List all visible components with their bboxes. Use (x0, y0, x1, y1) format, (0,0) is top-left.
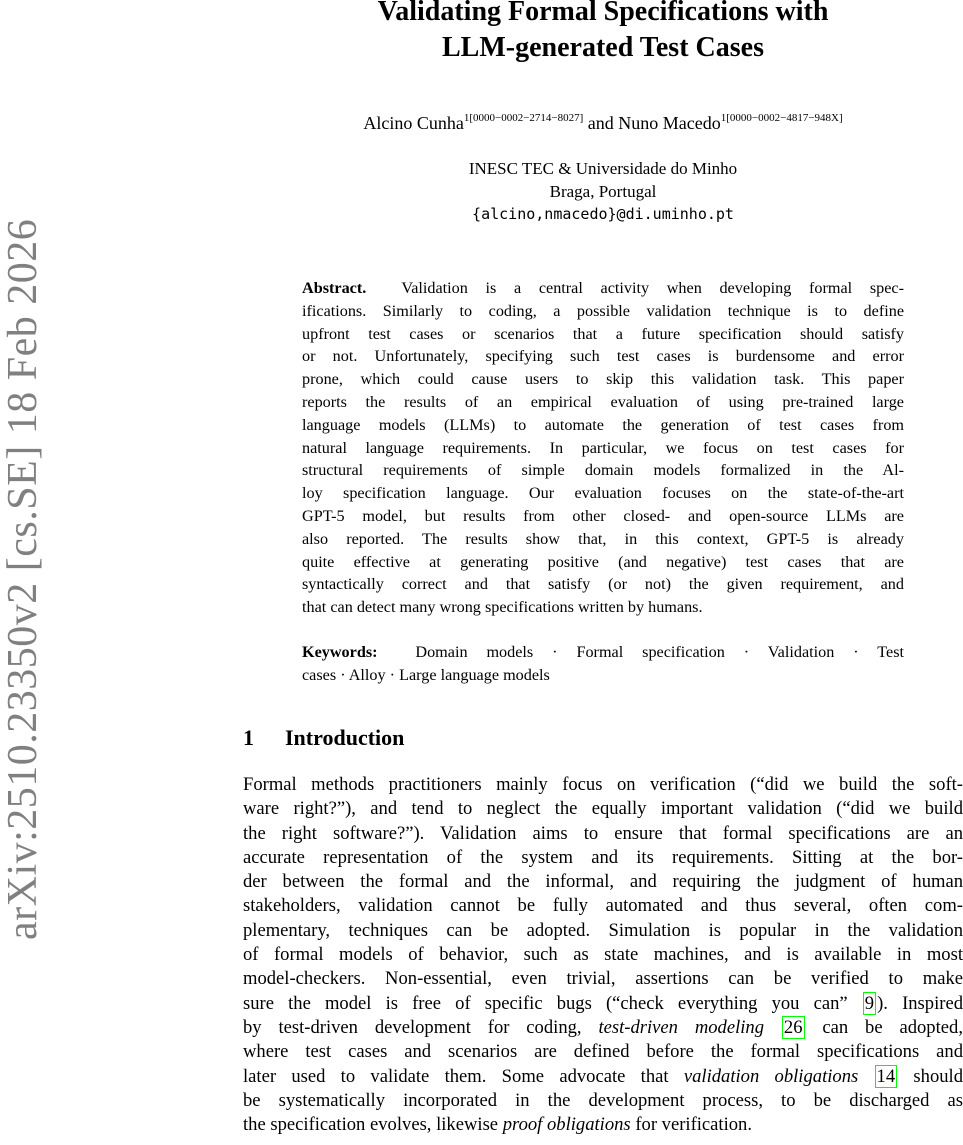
body-text: should (913, 1065, 963, 1087)
abstract-line (302, 277, 904, 300)
citation-link-9[interactable]: 9 (864, 992, 875, 1014)
body-text: sure the model is free of specific bugs (“check everything you can” (243, 992, 848, 1014)
body-line: der between the formal and the informal, and requiring the judgment of human (243, 871, 963, 893)
body-text: the specification evolves, likewise (243, 1114, 499, 1136)
arxiv-side-stamp: arXiv:2510.23350v2 [cs.SE] 18 Feb 2026 (0, 218, 46, 940)
body-line (243, 1113, 963, 1137)
section-heading (243, 724, 404, 752)
author-2-orcid: 1[0000−0002−4817−948X] (720, 112, 843, 124)
body-line: where test cases and scenarios are defined before the formal specifications and (243, 1041, 963, 1063)
abstract-line: ifications. Similarly to coding, a possible validation technique is to define (302, 301, 904, 320)
abstract-label: Abstract. (302, 279, 367, 297)
keywords (302, 641, 904, 687)
body-text: later used to validate them. Some advocate that (243, 1065, 669, 1087)
section-number: 1 (243, 725, 254, 750)
body-line: Formal methods practitioners mainly focus on verification (“did we build the soft- (243, 774, 963, 795)
abstract-line: upfront test cases or scenarios that a future specification should satisfy (302, 324, 904, 343)
title-line-1: Validating Formal Specifications with (377, 0, 829, 27)
abstract-line: quite effective at generating positive (and negative) test cases that are (302, 552, 904, 571)
abstract-line: prone, which could cause users to skip this validation task. This paper (302, 370, 904, 389)
body-line (243, 1065, 963, 1089)
abstract (302, 277, 904, 619)
abstract-line: reports the results of an empirical evaluation of using pre-trained large (302, 392, 904, 411)
body-line: plementary, techniques can be adopted. Simulation is popular in the validation (243, 919, 963, 941)
body-text: can be adopted, (822, 1016, 963, 1038)
affiliation-block (243, 157, 963, 226)
author-list (243, 112, 963, 134)
author-2-name: Nuno Macedo (618, 113, 721, 133)
emphasis-proof-obligations: proof obligations (502, 1114, 631, 1136)
abstract-line: GPT-5 model, but results from other closed- and open-source LLMs are (302, 506, 904, 525)
keywords-line (302, 641, 904, 664)
abstract-line: or not. Unfortunately, specifying such test cases is burdensome and error (302, 347, 904, 366)
title-line-2: LLM-generated Test Cases (442, 32, 764, 63)
citation-link-14[interactable]: 14 (876, 1065, 896, 1087)
body-text: for verification. (635, 1114, 753, 1136)
abstract-line: that can detect many wrong specifications written by humans. (302, 598, 703, 617)
abstract-text: Validation is a central activity when developing formal spec- (401, 279, 904, 297)
section-title: Introduction (285, 725, 405, 750)
body-line: model-checkers. Non-essential, even trivial, assertions can be verified to make (243, 968, 963, 990)
body-text: by test-driven development for coding, (243, 1016, 582, 1038)
body-line: accurate representation of the system and its requirements. Sitting at the bor- (243, 846, 963, 868)
keywords-line: cases · Alloy · Large language models (302, 665, 550, 684)
affiliation-institution: INESC TEC & Universidade do Minho (468, 159, 738, 178)
body-text: ). Inspired (877, 992, 963, 1014)
emphasis-test-driven-modeling: test-driven modeling (598, 1016, 765, 1038)
body-line (243, 992, 963, 1016)
emphasis-validation-obligations: validation obligations (683, 1065, 859, 1087)
affiliation-location: Braga, Portugal (549, 182, 657, 201)
citation-link-26[interactable]: 26 (783, 1016, 803, 1038)
abstract-line: syntactically correct and that satisfy (or not) the given requirement, and (302, 575, 904, 594)
abstract-line: natural language requirements. In particular, we focus on test cases for (302, 438, 904, 457)
author-1-name: Alcino Cunha (363, 113, 464, 133)
body-line: the right software?”). Validation aims to ensure that formal specifications are an (243, 822, 963, 844)
body-line: ware right?”), and tend to neglect the equally important validation (“did we build (243, 798, 963, 820)
abstract-line: language models (LLMs) to automate the generation of test cases from (302, 415, 904, 434)
body-line: be systematically incorporated in the development process, to be discharged as (243, 1089, 963, 1111)
body-line (243, 1016, 963, 1040)
body-line: of formal models of behavior, such as state machines, and is available in most (243, 944, 963, 966)
keywords-label: Keywords: (302, 643, 378, 661)
paper-title (243, 0, 963, 66)
introduction-body (243, 773, 963, 1137)
author-1-orcid: 1[0000−0002−2714−8027] (463, 112, 584, 124)
abstract-line: also reported. The results show that, in this context, GPT-5 is already (302, 529, 904, 548)
keywords-text: Domain models · Formal specification · Validation · Test (415, 643, 905, 661)
author-connector: and (587, 113, 614, 133)
author-email: {alcino,nmacedo}@di.uminho.pt (472, 205, 734, 223)
abstract-line: loy specification language. Our evaluation focuses on the state-of-the-art (302, 484, 904, 503)
abstract-line: structural requirements of simple domain models formalized in the Al- (302, 461, 904, 480)
body-line: stakeholders, validation cannot be fully automated and thus several, often com- (243, 895, 963, 917)
